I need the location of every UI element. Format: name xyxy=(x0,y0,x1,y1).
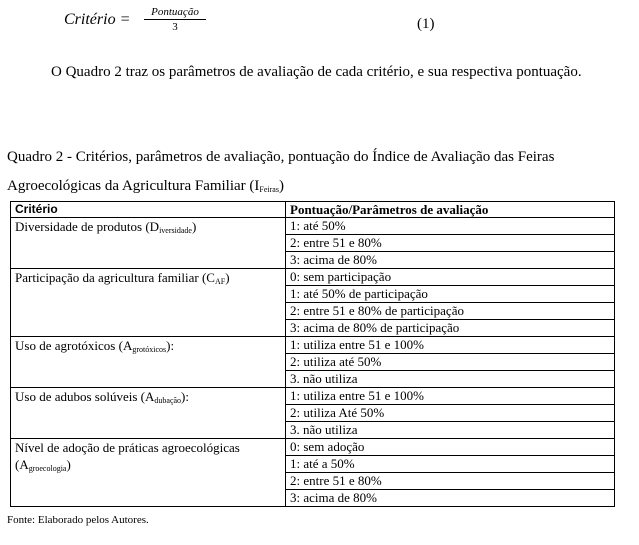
table-caption xyxy=(7,143,627,204)
table-row xyxy=(11,218,615,269)
criterion-cell xyxy=(11,218,286,269)
criterion-text: Participação da agricultura familiar (C xyxy=(15,270,215,285)
criteria-table xyxy=(10,201,615,507)
criterion-text: Nível de adoção de práticas agroecológicas (A xyxy=(15,440,240,472)
criterion-subscript: AF xyxy=(214,277,226,286)
caption-close: ) xyxy=(278,178,284,194)
equation-1 xyxy=(64,6,435,40)
criterion-subscript: iversidade xyxy=(159,226,192,235)
parameter-line: 2: utiliza Até 50% xyxy=(286,404,614,421)
criterion-tail: ): xyxy=(181,389,189,404)
criterion-subscript: groecologia xyxy=(28,464,67,473)
criterion-text: Uso de agrotóxicos (A xyxy=(15,338,133,353)
criterion-cell xyxy=(11,439,286,507)
criterion-name xyxy=(15,388,281,409)
parameter-line: 3: acima de 80% de participação xyxy=(286,319,614,336)
header-criterio: Critério xyxy=(11,202,286,218)
parameter-line: 2: entre 51 e 80% xyxy=(286,234,614,251)
equation-number: (1) xyxy=(417,16,435,32)
parameter-line: 0: sem participação xyxy=(290,269,392,284)
criterion-text: Uso de adubos solúveis (A xyxy=(15,389,155,404)
criterion-cell xyxy=(11,337,286,388)
parameters-cell xyxy=(286,269,615,337)
parameter-line: 2: entre 51 e 80% xyxy=(286,472,614,489)
equation-lhs: Critério = xyxy=(64,11,131,28)
criterion-name xyxy=(15,218,281,239)
criterion-tail: ): xyxy=(166,338,175,353)
caption-subscript: Feiras xyxy=(259,185,279,194)
table-body xyxy=(11,218,615,507)
criterion-cell xyxy=(11,269,286,337)
header-pontuacao: Pontuação/Parâmetros de avaliação xyxy=(286,202,615,218)
criterion-cell xyxy=(11,388,286,439)
criterion-tail: ) xyxy=(191,219,197,234)
criterion-tail: ) xyxy=(66,457,71,472)
equation-fraction xyxy=(143,6,207,33)
parameters-cell xyxy=(286,388,615,439)
parameter-line: 1: até a 50% xyxy=(286,455,614,472)
parameters-cell xyxy=(286,439,615,507)
parameter-line: 3: acima de 80% xyxy=(286,489,614,506)
fraction-bar xyxy=(144,19,206,20)
parameter-line: 3. não utiliza xyxy=(286,421,614,438)
body-paragraph: O Quadro 2 traz os parâmetros de avaliação de cada critério, e sua respectiva pontuação. xyxy=(51,64,582,80)
parameter-line: 3. não utiliza xyxy=(286,370,614,387)
table-header-row xyxy=(11,202,615,218)
criterion-tail: ) xyxy=(225,270,230,285)
parameter-line: 2: utiliza até 50% xyxy=(286,353,614,370)
source-note: Fonte: Elaborado pelos Autores. xyxy=(7,514,149,526)
parameter-line: 2: entre 51 e 80% de participação xyxy=(286,302,614,319)
caption-text: Quadro 2 - Critérios, parâmetros de avaliação, pontuação do Índice de Avaliação das Feiras Agroecológicas da Agricultura Familiar (I xyxy=(7,149,555,194)
criterion-subscript: grotóxicos xyxy=(132,345,167,354)
parameter-line: 1: utiliza entre 51 e 100% xyxy=(290,388,424,403)
parameter-line: 0: sem adoção xyxy=(290,439,365,454)
table-row xyxy=(11,337,615,388)
parameters-cell xyxy=(286,337,615,388)
parameter-line: 1: utiliza entre 51 e 100% xyxy=(290,337,424,352)
parameter-line: 1: até 50% xyxy=(290,218,346,233)
equation-denominator: 3 xyxy=(172,21,178,33)
criterion-text: Diversidade de produtos (D xyxy=(15,219,160,234)
criterion-name xyxy=(15,269,281,290)
criterion-name xyxy=(15,337,281,358)
parameter-line: 1: até 50% de participação xyxy=(286,285,614,302)
parameters-cell xyxy=(286,218,615,269)
table-row xyxy=(11,388,615,439)
criterion-name xyxy=(15,439,281,477)
criterion-subscript: dubação xyxy=(154,396,182,405)
parameter-line: 3: acima de 80% xyxy=(286,251,614,268)
table-row xyxy=(11,269,615,337)
table-row xyxy=(11,439,615,507)
equation-numerator: Pontuação xyxy=(151,6,199,18)
